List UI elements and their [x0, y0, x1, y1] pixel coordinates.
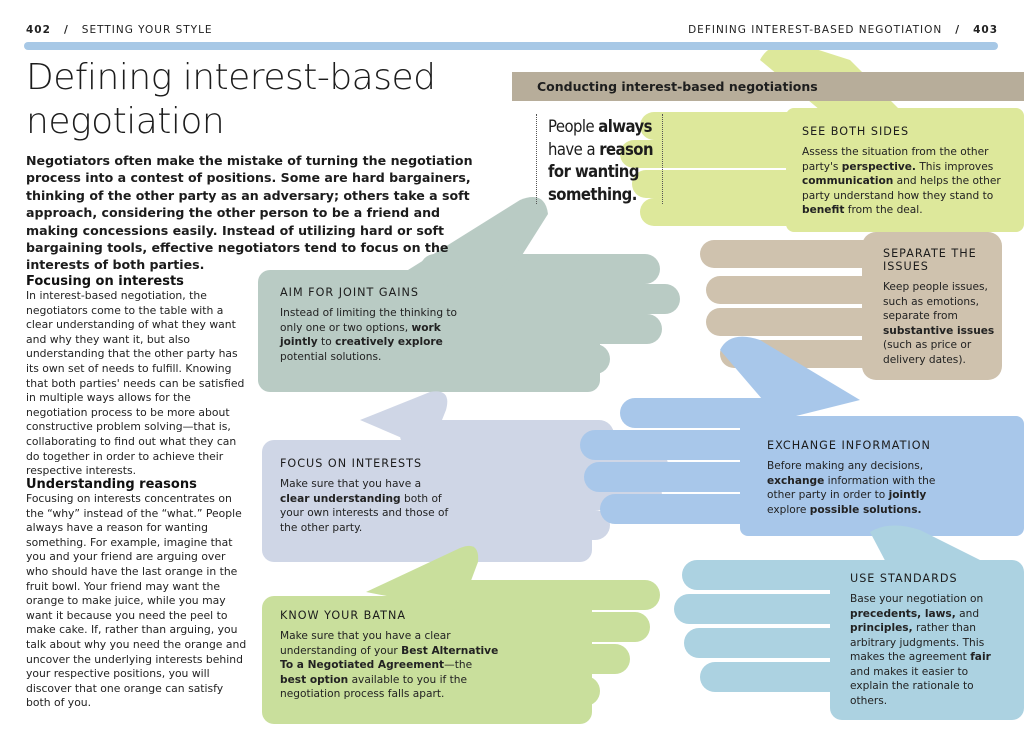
intro-paragraph: Negotiators often make the mistake of turning the negotiation process into a contest of positions. Some are hard bargainers, thinking of the other party as an adversary; others take a soft approach, considering the other person to be a friend and making concessions easily. Instead of utilizing hard or soft bargaining tools, effective negotiators tend to focus on the interests of both parties. — [26, 153, 473, 273]
box-title: SEE BOTH SIDES — [802, 125, 910, 138]
page-title-line-1: Defining interest-based — [26, 57, 436, 98]
box-know-batna — [280, 609, 500, 702]
box-title: AIM FOR JOINT GAINS — [280, 286, 419, 299]
page-title — [26, 56, 496, 144]
left-section-title: SETTING YOUR STYLE — [81, 24, 213, 36]
quote-l4: something. — [548, 184, 637, 204]
section-heading: Understanding reasons — [26, 477, 197, 492]
header-separator-right: / — [955, 24, 961, 36]
box-text: Instead of limiting the thinking to only one or two options, work jointly to creatively explore potential solutions. — [280, 307, 458, 363]
box-title: EXCHANGE INFORMATION — [767, 439, 931, 452]
box-use-standards — [850, 572, 1002, 708]
section-understanding-reasons — [26, 477, 248, 711]
box-text: Make sure that you have a clear understanding both of your own interests and those of the other party. — [280, 478, 449, 534]
section-body: Focusing on interests concentrates on the “why” instead of the “what.” People always have a reason for wanting something. For example, imagine that you and your friend are arguing over who should have the last orange in the fruit bowl. Your friend may want the orange to make juice, while you may want it because you need the peel to make cake. If, rather than arguing, you talk about why you need the orange and uncover the underlying interests behind your respective positions, you will discover that one orange can satisfy both of you. — [26, 492, 247, 710]
box-focus-interests — [280, 457, 452, 535]
left-page-number: 402 — [26, 24, 51, 36]
box-text: Before making any decisions, exchange information with the other party in order to jointly explore possible solutions. — [767, 460, 936, 516]
box-text: Keep people issues, such as emotions, separate from substantive issues (such as price or delivery dates). — [883, 281, 995, 366]
header-separator: / — [63, 24, 69, 36]
right-running-header — [688, 24, 998, 36]
box-see-both-sides — [802, 125, 1002, 218]
quote-l2a: have a — [548, 139, 600, 159]
banner-title: Conducting interest-based negotiations — [537, 79, 818, 94]
box-title: FOCUS ON INTERESTS — [280, 457, 423, 470]
page-title-line-2: negotiation — [26, 101, 225, 142]
pull-quote — [548, 116, 656, 206]
quote-l1a: People — [548, 117, 599, 136]
box-text: Assess the situation from the other party's perspective. This improves communication and helps the other party understand how they stand to benefit from the deal. — [802, 146, 1001, 216]
header-rule — [24, 42, 998, 50]
quote-rule-left — [536, 114, 537, 204]
box-text: Make sure that you have a clear understanding of your Best Alternative To a Negotiated Agreement—the best option available to you if the negotiation process falls apart. — [280, 630, 499, 700]
box-title: SEPARATE THE ISSUES — [883, 247, 977, 273]
right-section-title: DEFINING INTEREST-BASED NEGOTIATION — [688, 24, 943, 36]
box-title: USE STANDARDS — [850, 572, 958, 585]
right-page-number: 403 — [973, 24, 998, 36]
box-text: Base your negotiation on precedents, laws, and principles, rather than arbitrary judgments. This makes the agreement fair and makes it easier to explain the rationale to others. — [850, 593, 991, 707]
quote-l2b: reason — [599, 139, 653, 159]
box-title: KNOW YOUR BATNA — [280, 609, 406, 622]
quote-l1b: always — [598, 117, 652, 136]
banner — [512, 72, 1024, 101]
section-focusing-interests — [26, 274, 248, 479]
section-heading: Focusing on interests — [26, 274, 184, 289]
box-aim-joint-gains — [280, 286, 460, 364]
left-running-header — [26, 24, 213, 36]
section-body: In interest-based negotiation, the negotiators come to the table with a clear understanding of what they want and why they want it, but also understanding that the other party has its own set of needs to fulfill. Knowing that both parties' needs can be satisfied in multiple ways allows for the negotiation process to be more about constructive problem solving—that is, collaborating to find out what they can do together in order to achieve their respective interests. — [26, 289, 245, 478]
quote-rule-right — [662, 114, 663, 204]
box-exchange-information — [767, 439, 947, 517]
box-separate-issues — [883, 247, 998, 367]
quote-l3: for wanting — [548, 162, 639, 181]
